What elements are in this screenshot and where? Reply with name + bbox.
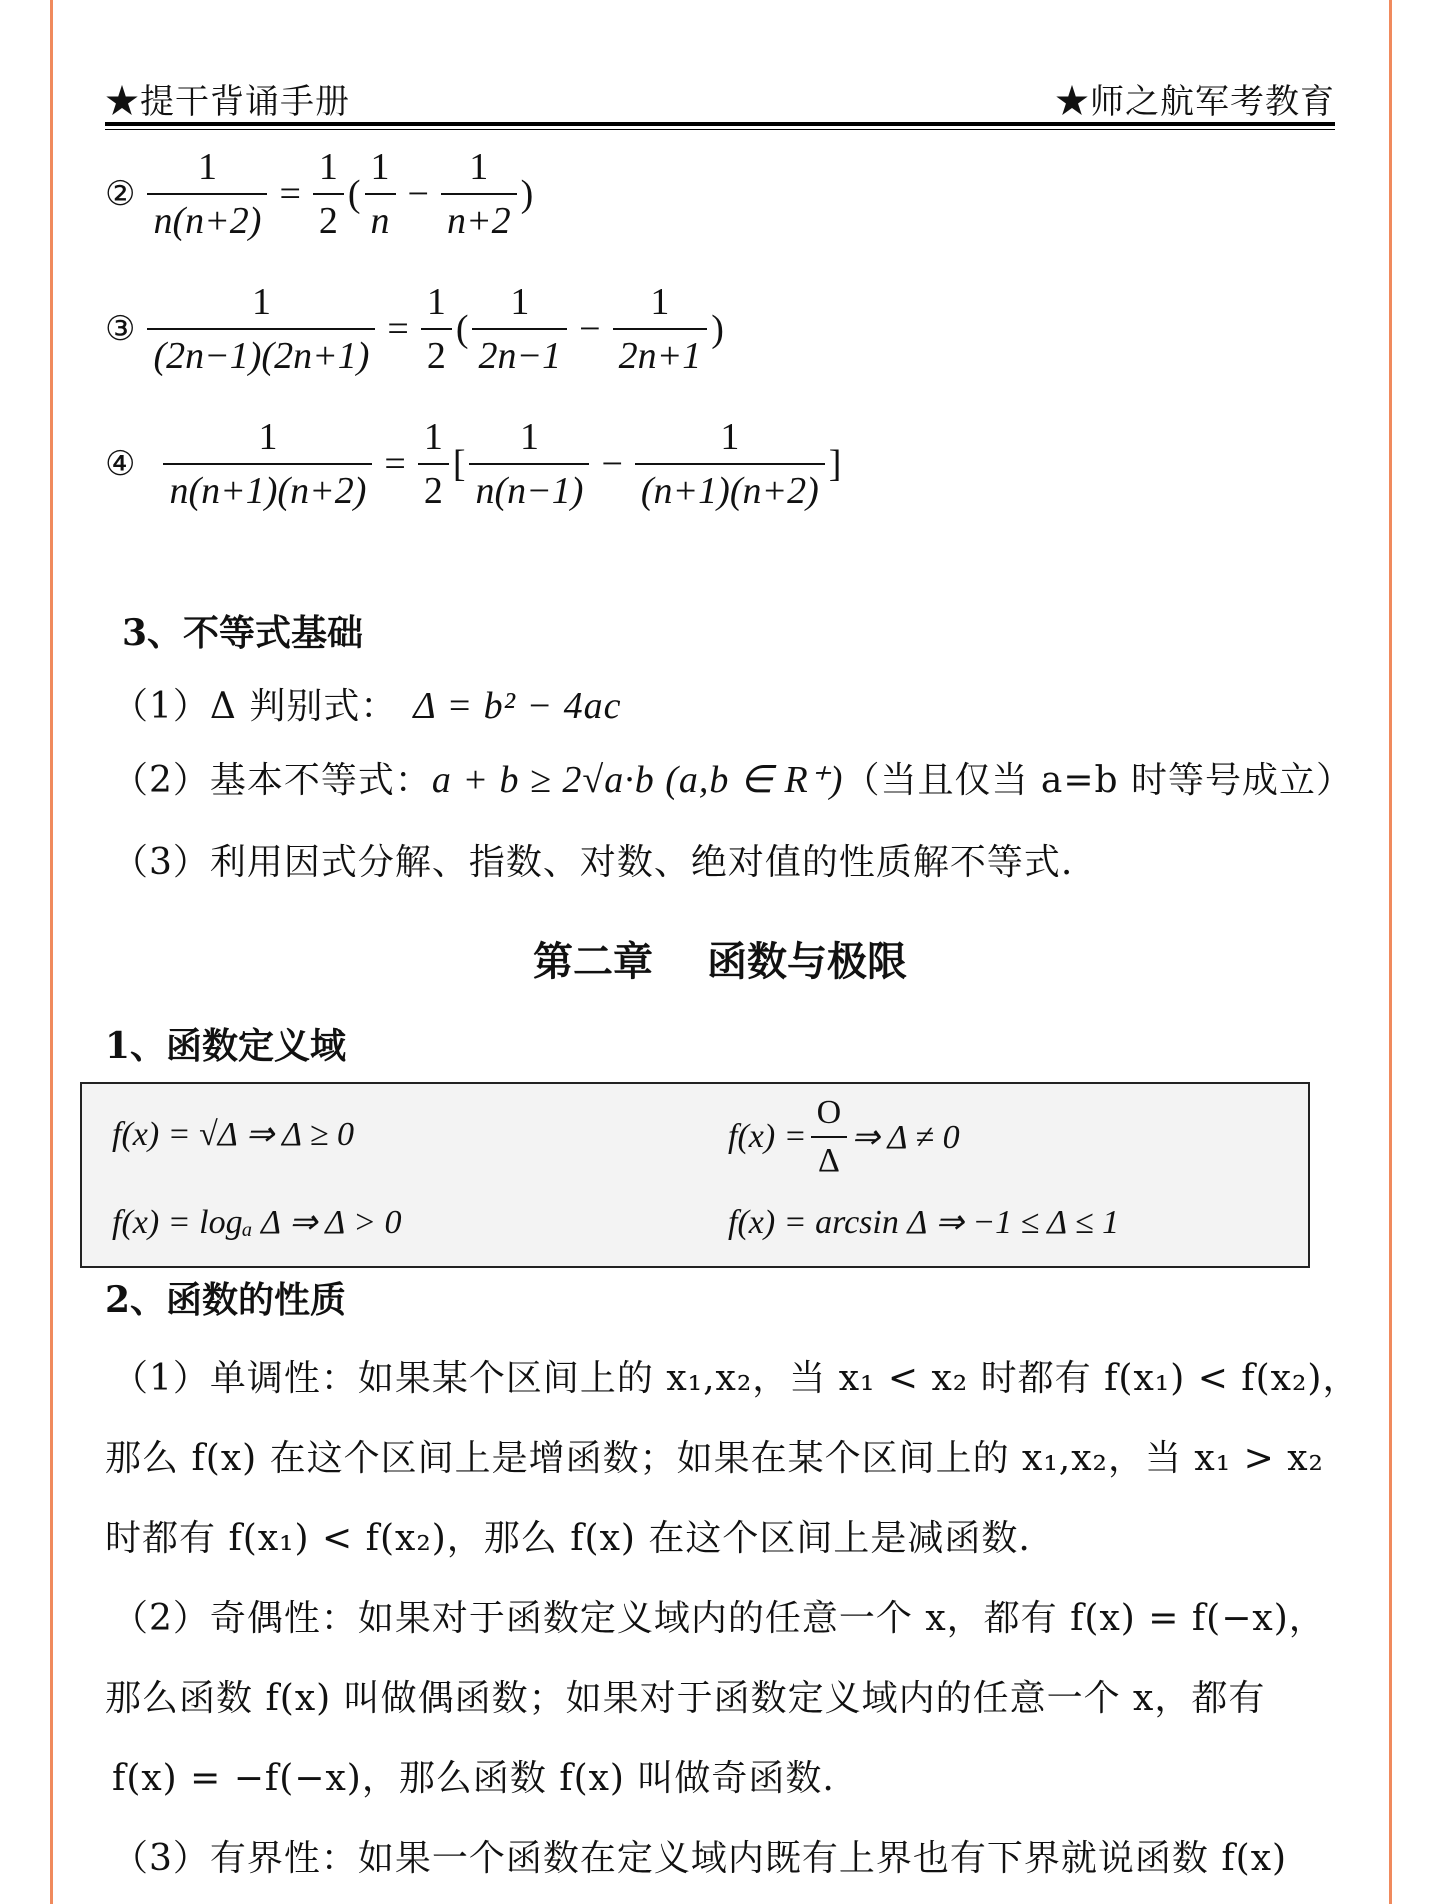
inequality-item-1 (112, 678, 622, 729)
paren-close: ) (711, 308, 724, 350)
monotonicity-line-1: （1）单调性：如果某个区间上的 x₁,x₂，当 x₁ < x₂ 时都有 f(x₁) < f(x₂)， (112, 1358, 1360, 1399)
monotonicity-line-3: 时都有 f(x₁) < f(x₂)，那么 f(x) 在这个区间上是减函数. (105, 1518, 1031, 1559)
numerator: 1 (147, 280, 375, 330)
paren-close: ) (520, 173, 534, 215)
paren-open: ( (347, 173, 361, 215)
inequality-item-3: （3）利用因式分解、指数、对数、绝对值的性质解不等式. (112, 842, 1074, 883)
numerator: 1 (313, 145, 344, 195)
fraction (811, 1094, 848, 1180)
item-prefix: （1） (112, 686, 210, 727)
parity-line-3: f(x) = −f(−x)，那么函数 f(x) 叫做奇函数. (112, 1758, 835, 1799)
numerator: O (811, 1094, 848, 1138)
denominator: n(n−1) (475, 470, 584, 512)
numerator: 1 (163, 415, 372, 465)
numerator: 1 (635, 415, 825, 465)
denominator: 2 (318, 200, 338, 242)
item-prefix: （2）基本不等式： (112, 760, 432, 801)
denominator: n (370, 200, 390, 242)
section-title-domain: 1、函数定义域 (105, 1025, 347, 1067)
numerator: 1 (441, 145, 517, 195)
denominator: (n+1)(n+2) (640, 470, 819, 512)
fraction (365, 145, 396, 243)
denominator: (2n−1)(2n+1) (153, 335, 370, 377)
numerator: 1 (365, 145, 396, 195)
chapter-title: 第二章 函数与极限 (533, 938, 907, 985)
formula-number: ② (105, 174, 136, 214)
fraction-half (421, 280, 452, 378)
denominator: n+2 (446, 200, 511, 242)
header-right-title: ★师之航军考教育 (1055, 82, 1335, 122)
formula-number: ③ (105, 309, 136, 349)
formula-number: ④ (105, 444, 136, 484)
fraction (441, 145, 517, 243)
fraction (147, 145, 267, 243)
denominator: 2n−1 (478, 335, 562, 377)
minus-sign: − (601, 443, 623, 485)
numerator: 1 (418, 415, 449, 465)
minus-sign: − (579, 308, 601, 350)
formula-3 (105, 280, 724, 378)
domain-formula-box (80, 1082, 1310, 1268)
section-title-inequality: 3、不等式基础 (122, 612, 364, 654)
denominator: 2n+1 (618, 335, 702, 377)
section-title-properties: 2、函数的性质 (105, 1279, 347, 1321)
denominator: n(n+1)(n+2) (169, 470, 367, 512)
item-note: （当且仅当 a=b 时等号成立） (843, 760, 1354, 801)
formula-4 (105, 415, 841, 513)
inequality-item-2 (112, 752, 1353, 803)
denominator: 2 (426, 335, 446, 377)
bracket-close: ] (828, 443, 842, 485)
am-gm-formula: a + b ≥ 2√a·b (a,b ∈ R⁺) (431, 759, 844, 801)
fraction (469, 415, 589, 513)
fraction-lhs: f(x) = (728, 1118, 807, 1155)
denominator: Δ (817, 1142, 840, 1179)
fraction-half (418, 415, 449, 513)
fraction (613, 280, 708, 378)
monotonicity-line-2: 那么 f(x) 在这个区间上是增函数；如果在某个区间上的 x₁,x₂，当 x₁ > x₂ (105, 1438, 1324, 1479)
domain-log: f(x) = logₐ Δ ⇒ Δ > 0 (112, 1204, 402, 1241)
discriminant-formula: Δ = b² − 4ac (413, 685, 622, 727)
numerator: 1 (421, 280, 452, 330)
numerator: 1 (147, 145, 267, 195)
boundedness-line-1: （3）有界性：如果一个函数在定义域内既有上界也有下界就说函数 f(x) (112, 1838, 1288, 1879)
fraction (147, 280, 375, 378)
formula-2 (105, 145, 533, 243)
header-left-title: ★提干背诵手册 (105, 82, 350, 122)
denominator: 2 (423, 470, 443, 512)
parity-line-1: （2）奇偶性：如果对于函数定义域内的任意一个 x，都有 f(x) = f(−x)， (112, 1598, 1326, 1639)
fraction-rhs: ⇒ Δ ≠ 0 (851, 1119, 960, 1156)
equals-sign: = (279, 173, 301, 215)
header-rule-thin (105, 129, 1335, 130)
numerator: 1 (613, 280, 708, 330)
parity-line-2: 那么函数 f(x) 叫做偶函数；如果对于函数定义域内的任意一个 x，都有 (105, 1678, 1266, 1719)
fraction (635, 415, 825, 513)
bracket-open: [ (452, 443, 466, 485)
equals-sign: = (387, 308, 409, 350)
fraction (472, 280, 567, 378)
domain-arcsin: f(x) = arcsin Δ ⇒ −1 ≤ Δ ≤ 1 (728, 1204, 1120, 1241)
numerator: 1 (472, 280, 567, 330)
denominator: n(n+2) (153, 200, 262, 242)
item-label: Δ 判别式： (209, 686, 398, 727)
paren-open: ( (455, 308, 469, 350)
fraction-half (313, 145, 344, 243)
fraction (163, 415, 372, 513)
equals-sign: = (384, 443, 406, 485)
header-rule-thick (105, 122, 1335, 126)
domain-sqrt: f(x) = √Δ ⇒ Δ ≥ 0 (112, 1116, 355, 1153)
domain-fraction (728, 1094, 960, 1180)
numerator: 1 (469, 415, 589, 465)
minus-sign: − (407, 173, 429, 215)
